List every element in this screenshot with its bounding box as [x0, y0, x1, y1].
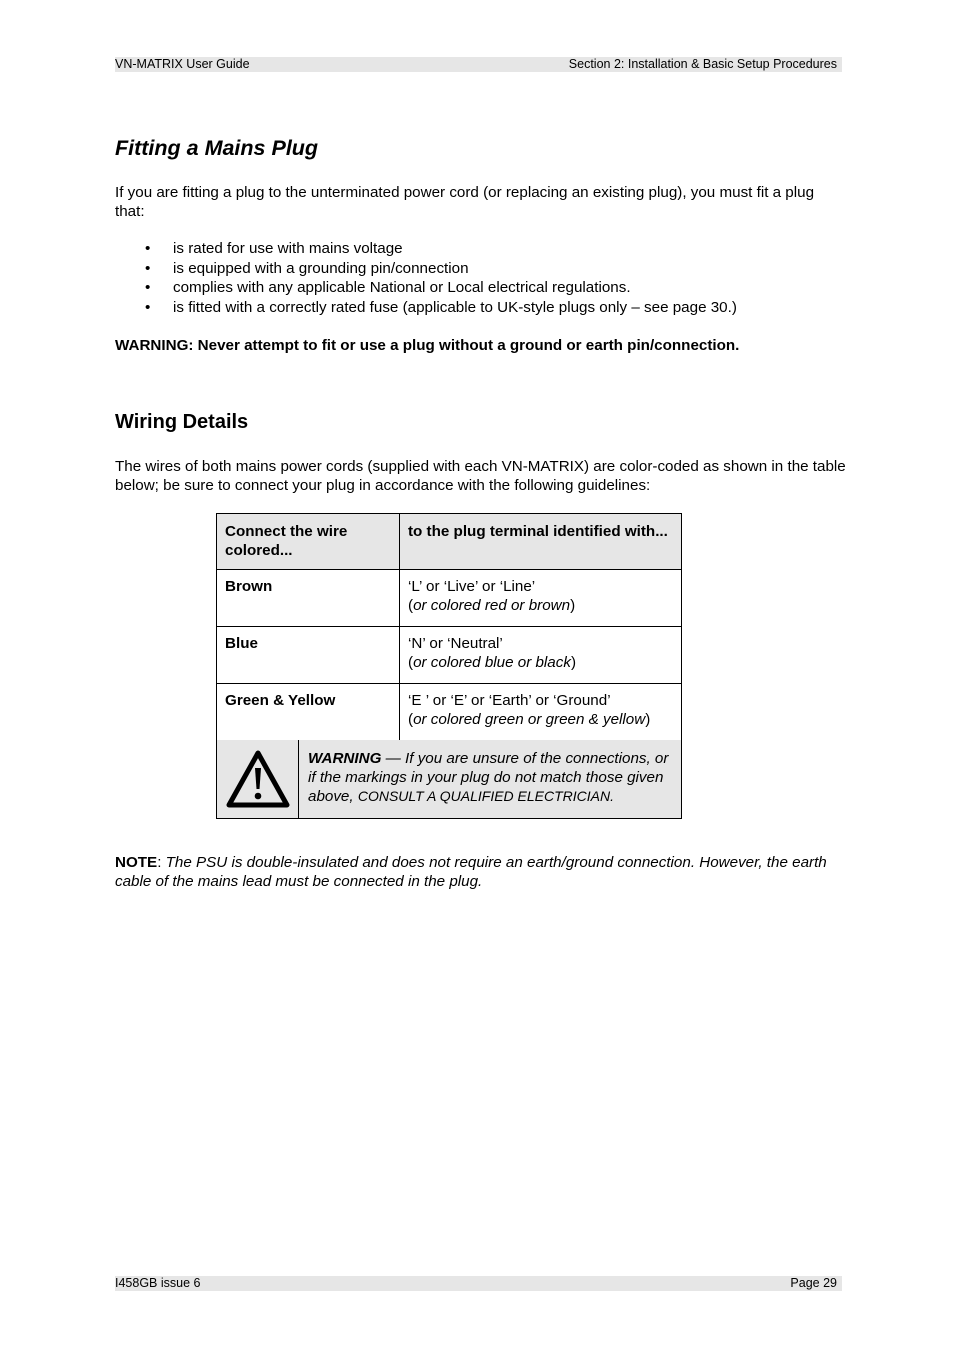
page-footer	[115, 1276, 842, 1291]
terminal-cell: ‘E ’ or ‘E’ or ‘Earth’ or ‘Ground’ (or colored green or green & yellow)	[400, 684, 682, 741]
table-row	[217, 570, 682, 627]
terminal-cell: ‘L’ or ‘Live’ or ‘Line’ (or colored red or brown)	[400, 570, 682, 627]
column-header-wire: Connect the wire colored...	[217, 514, 400, 570]
wire-color-cell: Brown	[217, 570, 400, 627]
list-item: • is fitted with a correctly rated fuse (applicable to UK-style plugs only – see page 30.)	[145, 298, 737, 316]
electrician-warning-box	[216, 740, 682, 819]
note-label: NOTE	[115, 854, 158, 871]
terminal-cell: ‘N’ or ‘Neutral’ (or colored blue or black)	[400, 627, 682, 684]
wiring-details-intro: The wires of both mains power cords (supplied with each VN-MATRIX) are color-coded as shown in the table below; be sure to connect your plug in accordance with the following guidelines:	[115, 458, 846, 494]
table-row	[217, 684, 682, 741]
header-doc-title: VN-MATRIX User Guide	[115, 57, 250, 71]
bullet-icon: •	[145, 279, 151, 297]
bullet-icon: •	[145, 240, 151, 257]
plug-requirements-list	[115, 239, 845, 317]
page-header	[115, 57, 842, 72]
table-row	[217, 627, 682, 684]
list-item: • is rated for use with mains voltage	[145, 240, 403, 257]
header-section-title: Section 2: Installation & Basic Setup Procedures	[568, 57, 837, 71]
bullet-icon: •	[145, 259, 151, 277]
wiring-table	[216, 513, 682, 741]
wire-color-cell: Blue	[217, 627, 400, 684]
column-header-terminal: to the plug terminal identified with...	[400, 514, 682, 570]
table-header-row	[217, 514, 682, 570]
warning-triangle-icon	[225, 749, 291, 809]
footer-page-number: Page 29	[790, 1276, 837, 1290]
section-title-wiring-details: Wiring Details	[115, 411, 249, 433]
warning-icon-cell	[217, 740, 299, 818]
fitting-plug-intro: If you are fitting a plug to the unterminated power cord (or replacing an existing plug), you must fit a plug that:	[115, 184, 815, 220]
warning-text: WARNING — If you are unsure of the connections, or if the markings in your plug do not match those given above, CONSULT A QUALIFIED ELECTRICIAN.	[308, 750, 669, 805]
wire-color-cell: Green & Yellow	[217, 684, 400, 741]
ground-pin-warning: WARNING: Never attempt to fit or use a plug without a ground or earth pin/connection.	[115, 337, 740, 354]
warning-label: WARNING	[308, 750, 382, 767]
section-title-fitting-plug: Fitting a Mains Plug	[115, 136, 319, 160]
list-item: • complies with any applicable National or Local electrical regulations.	[145, 279, 631, 297]
list-item: • is equipped with a grounding pin/connection	[145, 259, 469, 277]
bullet-icon: •	[145, 298, 151, 316]
footer-issue: I458GB issue 6	[115, 1276, 201, 1290]
psu-note: NOTE: The PSU is double-insulated and does not require an earth/ground connection. However, the earth cable of the mains lead must be connected in the plug.	[115, 854, 827, 890]
